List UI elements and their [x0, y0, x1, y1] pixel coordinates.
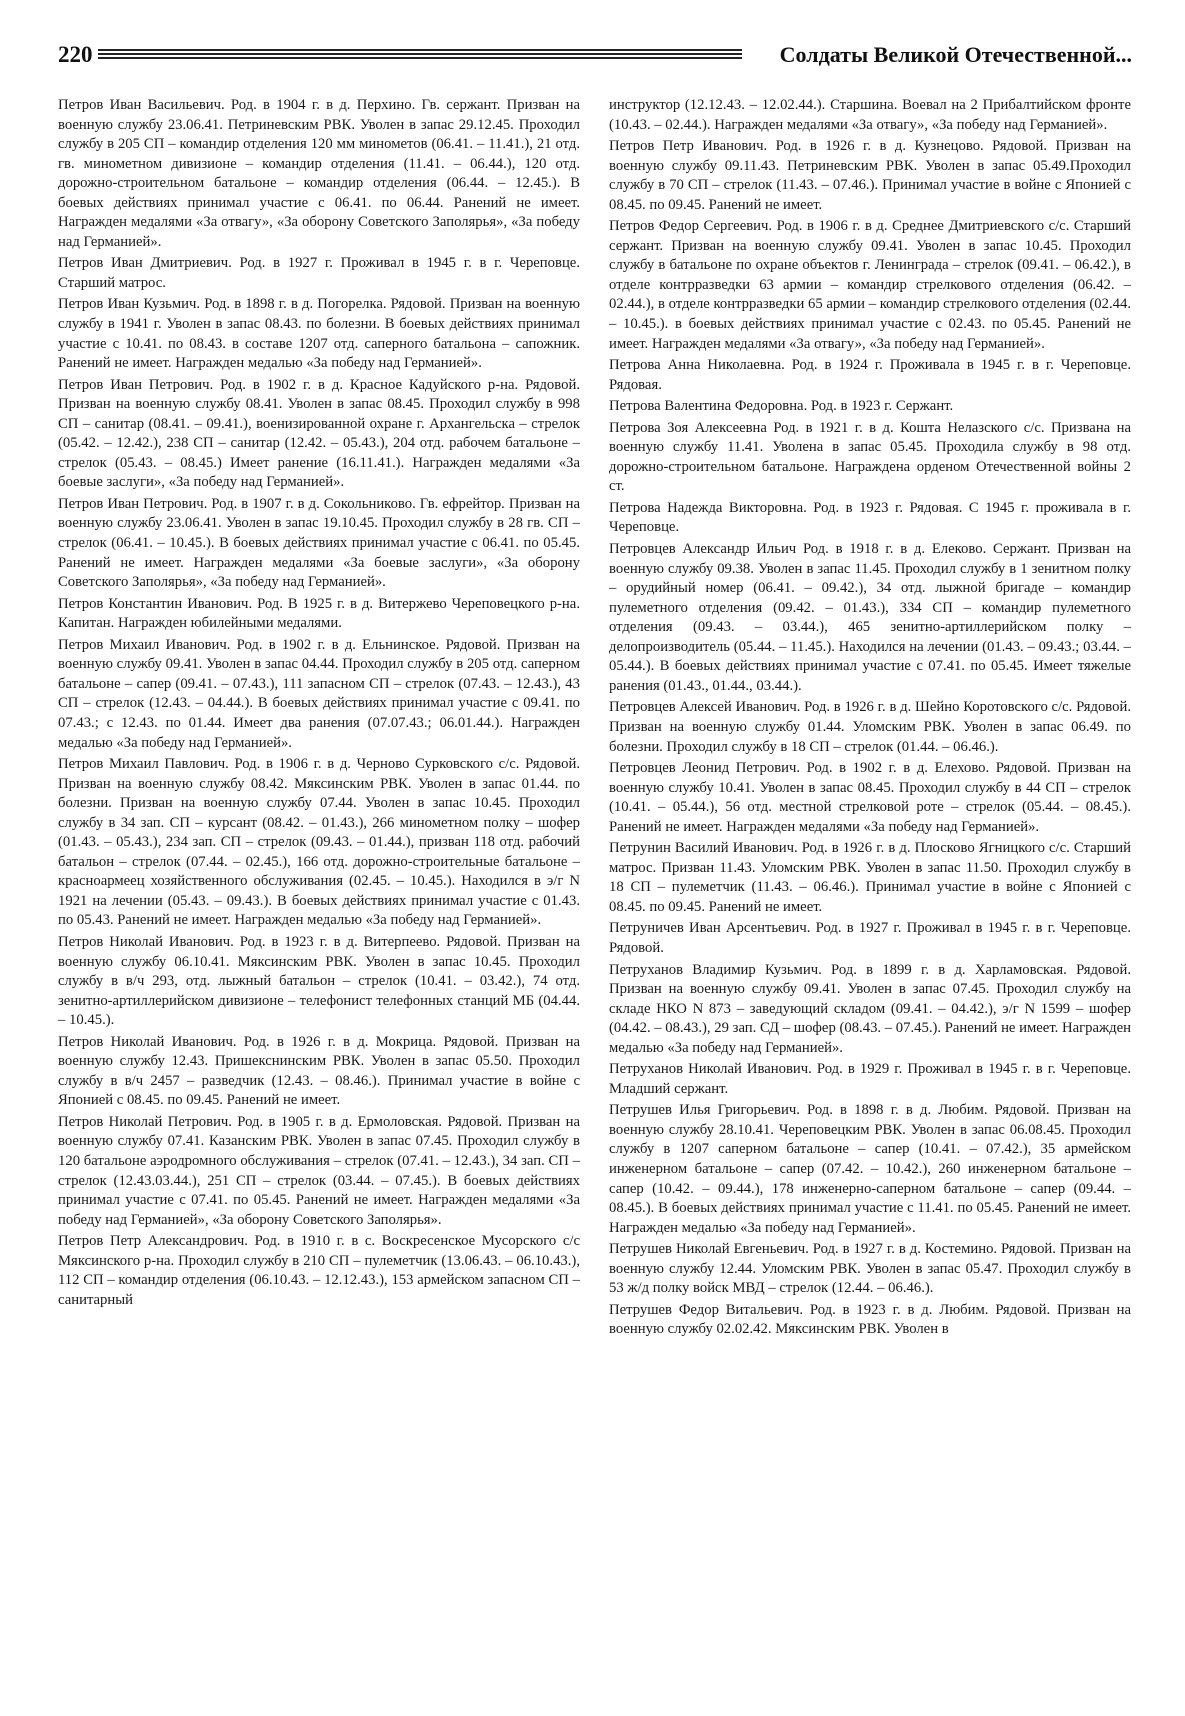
entry: Петров Иван Дмитриевич. Род. в 1927 г. Проживал в 1945 г. в г. Череповце. Старший матрос.	[58, 255, 580, 291]
entry: Петров Иван Петрович. Род. в 1902 г. в д. Красное Кадуйского р-на. Рядовой. Призван на военную службу 08.41. Уволен в запас 08.45. Проходил службу в 998 СП – санитар (08.41. – 09.41.), военизированной охране г. Архангельска – стрелок (05.42. – 12.42.), 238 СП – санитар (12.42. – 05.43.), 204 отд. рабочем батальоне – стрелок (05.43. – 08.45.) Имеет ранение (16.11.41.). Награжден медалями «За боевые заслуги», «За победу над Германией».	[58, 376, 580, 491]
running-title: Солдаты Великой Отечественной...	[779, 42, 1132, 67]
page-header	[58, 40, 1132, 70]
entry: Петров Иван Кузьмич. Род. в 1898 г. в д. Погорелка. Рядовой. Призван на военную службу в 1941 г. Уволен в запас 08.43. по болезни. В боевых действиях принимал участие с 10.41. по 08.43. в составе 1207 отд. саперного батальона – сапожник. Ранений не имеет. Награжден медалью «За победу над Германией».	[58, 296, 580, 372]
entry: инструктор (12.12.43. – 12.02.44.). Старшина. Воевал на 2 Прибалтийском фронте (10.43. – 02.44.). Награжден медалями «За отвагу», «За победу над Германией».	[609, 97, 1131, 133]
entry: Петрунин Василий Иванович. Род. в 1926 г. в д. Плосково Ягницкого с/с. Старший матрос. Призван 11.43. Уломским РВК. Уволен в запас 11.50. Проходил службу в 18 СП – пулеметчик (11.43. – 06.46.). Принимал участие в войне с Японией с 08.45. по 09.45. Ранений не имеет.	[609, 840, 1131, 915]
entry: Петровцев Леонид Петрович. Род. в 1902 г. в д. Елехово. Рядовой. Призван на военную службу 10.41. Уволен в запас 08.45. Проходил службу в 44 СП – стрелок (10.41. – 05.44.), 56 отд. местной стрелковой роте – стрелок (05.44. – 08.45.). Ранений не имеет. Награжден медалями «За победу над Германией».	[609, 760, 1131, 835]
entry: Петров Петр Александрович. Род. в 1910 г. в с. Воскресенское Мусорского с/с Мяксинского р-на. Проходил службу в 210 СП – пулеметчик (13.06.43. – 06.10.43.), 112 СП – командир отделения (06.10.43. – 12.12.43.), 153 армейском запасном СП – санитарный	[58, 1233, 580, 1308]
entry: Петров Михаил Иванович. Род. в 1902 г. в д. Ельнинское. Рядовой. Призван на военную службу 09.41. Уволен в запас 04.44. Проходил службу в 205 отд. саперном батальоне – сапер (09.41. – 07.43.), 111 запасном СП – стрелок (07.43. – 12.43.), 43 СП – стрелок (12.43. – 04.44.). В боевых действиях принимал участие с 09.41. по 07.43.; с 12.43. по 01.44. Имеет два ранения (07.07.43.; 06.01.44.). Награжден медалью «За победу над Германией».	[58, 636, 580, 751]
entry: Петруничев Иван Арсентьевич. Род. в 1927 г. Проживал в 1945 г. в г. Череповце. Рядовой.	[609, 920, 1131, 956]
entry: Петровцев Алексей Иванович. Род. в 1926 г. в д. Шейно Коротовского с/с. Рядовой. Призван на военную службу 01.44. Уломским РВК. Уволен в запас 06.49. по болезни. Проходил службу в 18 СП – стрелок (01.44. – 06.46.).	[609, 699, 1131, 755]
page-number: 220	[58, 42, 93, 67]
entry: Петров Федор Сергеевич. Род. в 1906 г. в д. Среднее Дмитриевского с/с. Старший сержант. Призван на военную службу 09.41. Уволен в запас 10.45. Проходил службу в батальоне по охране объектов г. Ленинграда – стрелок (09.41. – 06.42.), в отделе контрразведки 63 армии – командир стрелкового отделения (06.42. – 02.44.), в отделе контрразведки 65 армии – командир стрелкового отделения (02.44. – 10.45.). в боевых действиях принимал участие с 02.43. по 05.45. Ранений не имеет. Награжден медалями «За отвагу», «За победу над Германией».	[609, 218, 1131, 352]
entry: Петрушев Федор Витальевич. Род. в 1923 г. в д. Любим. Рядовой. Призван на военную службу 02.02.42. Мяксинским РВК. Уволен в	[609, 1301, 1131, 1338]
entry: Петрова Валентина Федоровна. Род. в 1923 г. Сержант.	[609, 398, 954, 415]
entry: Петруханов Владимир Кузьмич. Род. в 1899 г. в д. Харламовская. Рядовой. Призван на военную службу 09.41. Уволен в запас 07.45. Проходил службу на складе НКО N 873 – заведующий складом (09.41. – 04.42.), э/г N 1599 – шофер (04.42. – 08.43.), 29 зап. СД – шофер (08.43. – 07.45.). Ранений не имеет. Награжден медалью «За победу над Германией».	[609, 961, 1131, 1056]
entry: Петрова Зоя Алексеевна Род. в 1921 г. в д. Кошта Нелазского с/с. Призвана на военную службу 11.41. Уволена в запас 05.45. Проходила службу в 98 отд. дорожно-строительном батальоне. Награждена орденом Отечественной войны 2 ст.	[609, 419, 1131, 495]
left-column	[58, 96, 580, 1312]
entry: Петров Николай Петрович. Род. в 1905 г. в д. Ермоловская. Рядовой. Призван на военную службу 07.41. Казанским РВК. Уволен в запас 07.45. Проходил службу в 120 батальоне аэродромного обслуживания – стрелок (07.41. – 12.43.), 34 зап. СП – стрелок (12.43.03.44.), 251 СП – стрелок (03.44. – 07.45.). В боевых действиях принимал участие с 07.41. по 05.45. Ранений не имеет. Награжден медалями «За победу над Германией», «За оборону Советского Заполярья».	[58, 1113, 580, 1228]
entry: Петров Николай Иванович. Род. в 1923 г. в д. Витерпеево. Рядовой. Призван на военную службу 06.10.41. Мяксинским РВК. Уволен в запас 10.45. Проходил службу в в/ч 293, отд. лыжный батальон – стрелок (10.41. – 03.42.), 74 отд. зенитно-артиллерийском дивизионе – телефонист телефонных станций МБ (04.44. – 10.45.).	[58, 933, 580, 1029]
right-column	[609, 96, 1131, 1342]
entry: Петров Иван Петрович. Род. в 1907 г. в д. Сокольниково. Гв. ефрейтор. Призван на военную службу 23.06.41. Уволен в запас 19.10.45. Проходил службу в 28 гв. СП – стрелок (06.41. – 10.45.). В боевых действиях принимал участие с 06.41. по 05.45. Ранений не имеет. Награжден медалями «За боевые заслуги», «За оборону Советского Заполярья», «За победу над Германией».	[58, 495, 580, 591]
entry: Петрушев Николай Евгеньевич. Род. в 1927 г. в д. Костемино. Рядовой. Призван на военную службу 12.44. Уломским РВК. Уволен в запас 05.47. Проходил службу в 53 ж/д полку войск МВД – стрелок (12.44. – 06.46.).	[609, 1241, 1131, 1297]
entry: Петрова Анна Николаевна. Род. в 1924 г. Проживала в 1945 г. в г. Череповце. Рядовая.	[609, 357, 1131, 393]
entry: Петров Николай Иванович. Род. в 1926 г. в д. Мокрица. Рядовой. Призван на военную службу 12.43. Пришекснинским РВК. Уволен в запас 05.50. Проходил службу в в/ч 2457 – разведчик (12.43. – 08.46.). Принимал участие в войне с Японией с 08.45. по 09.45. Ранений не имеет.	[58, 1033, 580, 1109]
entry: Петрова Надежда Викторовна. Род. в 1923 г. Рядовая. С 1945 г. проживала в г. Череповце.	[609, 499, 1131, 536]
entry: Петров Петр Иванович. Род. в 1926 г. в д. Кузнецово. Рядовой. Призван на военную службу 09.11.43. Петриневским РВК. Уволен в запас 05.49.Проходил службу в 70 СП – стрелок (11.43. – 07.46.). Принимал участие в войне с Японией с 08.45. по 09.45. Ранений не имеет.	[609, 138, 1131, 213]
entry: Петров Михаил Павлович. Род. в 1906 г. в д. Черново Сурковского с/с. Рядовой. Призван на военную службу 08.42. Мяксинским РВК. Уволен в запас 01.44. по болезни. Призван на военную службу 07.44. Уволен в запас 10.45. Проходил службу в 34 зап. СП – курсант (08.42. – 01.43.), 266 минометном полку – шофер (01.43. – 05.43.), 234 зап. СП – стрелок (09.43. – 01.44.), призван 118 отд. рабочий батальон – стрелок (07.44. – 02.45.), 166 отд. дорожно-строительные батальоне – красноармеец хозяйственного обслуживания (02.45. – 10.45.). Находился в э/г N 1921 на лечении (05.43. – 09.43.). В боевых действиях принимал участие с 01.43. по 05.43. Ранений не имеет. Награжден медалью «За победу над Германией».	[58, 756, 580, 929]
entry: Петруханов Николай Иванович. Род. в 1929 г. Проживал в 1945 г. в г. Череповце. Младший сержант.	[609, 1061, 1131, 1097]
entry: Петрушев Илья Григорьевич. Род. в 1898 г. в д. Любим. Рядовой. Призван на военную службу 28.10.41. Череповецким РВК. Уволен в запас 06.08.45. Проходил службу в 1207 саперном батальоне – сапер (10.41. – 07.42.), 35 армейском инженерном батальоне – сапер (07.42. – 10.42.), 260 инженерном батальоне – сапер (10.42. – 09.44.), 178 инженерно-саперном батальоне – сапер (09.44. – 08.45.). В боевых действиях принимал участие с 11.41. по 05.45. Ранений не имеет. Награжден медалью «За победу над Германией».	[609, 1102, 1131, 1236]
entry: Петровцев Александр Ильич Род. в 1918 г. в д. Елеково. Сержант. Призван на военную службу 09.38. Уволен в запас 11.45. Проходил службу в 1 зенитном полку – орудийный номер (06.41. – 09.42.), 34 отд. лыжной бригаде – командир пулеметного отделения (09.42. – 01.43.), 334 СП – командир пулеметного отделения (09.43. – 03.44.), 465 зенитно-артиллерийском полку – делопроизводитель (05.44. – 11.45.). Находился на лечении (01.43. – 09.43.; 03.44. – 05.44.). В боевых действиях принимал участие с 07.41. по 05.45. Имеет тяжелые ранения (01.43., 01.44., 03.44.).	[609, 541, 1131, 694]
entry: Петров Иван Васильевич. Род. в 1904 г. в д. Перхино. Гв. сержант. Призван на военную службу 23.06.41. Петриневским РВК. Уволен в запас 29.12.45. Проходил службу в 205 СП – командир отделения 120 мм минометов (06.41. – 11.41.), 21 отд. гв. минометном дивизионе – командир отделения (11.41. – 06.44.), 120 отд. дорожно-строительном батальоне – командир отделения (06.44. – 12.45.). В боевых действиях принимал участие с 06.41. по 06.44. Ранений не имеет. Награжден медалями «За отвагу», «За оборону Советского Заполярья», «За победу над Германией».	[58, 97, 580, 250]
header-rule	[98, 49, 742, 61]
entry: Петров Константин Иванович. Род. В 1925 г. в д. Витержево Череповецкого р-на. Капитан. Награжден юбилейными медалями.	[58, 595, 580, 632]
